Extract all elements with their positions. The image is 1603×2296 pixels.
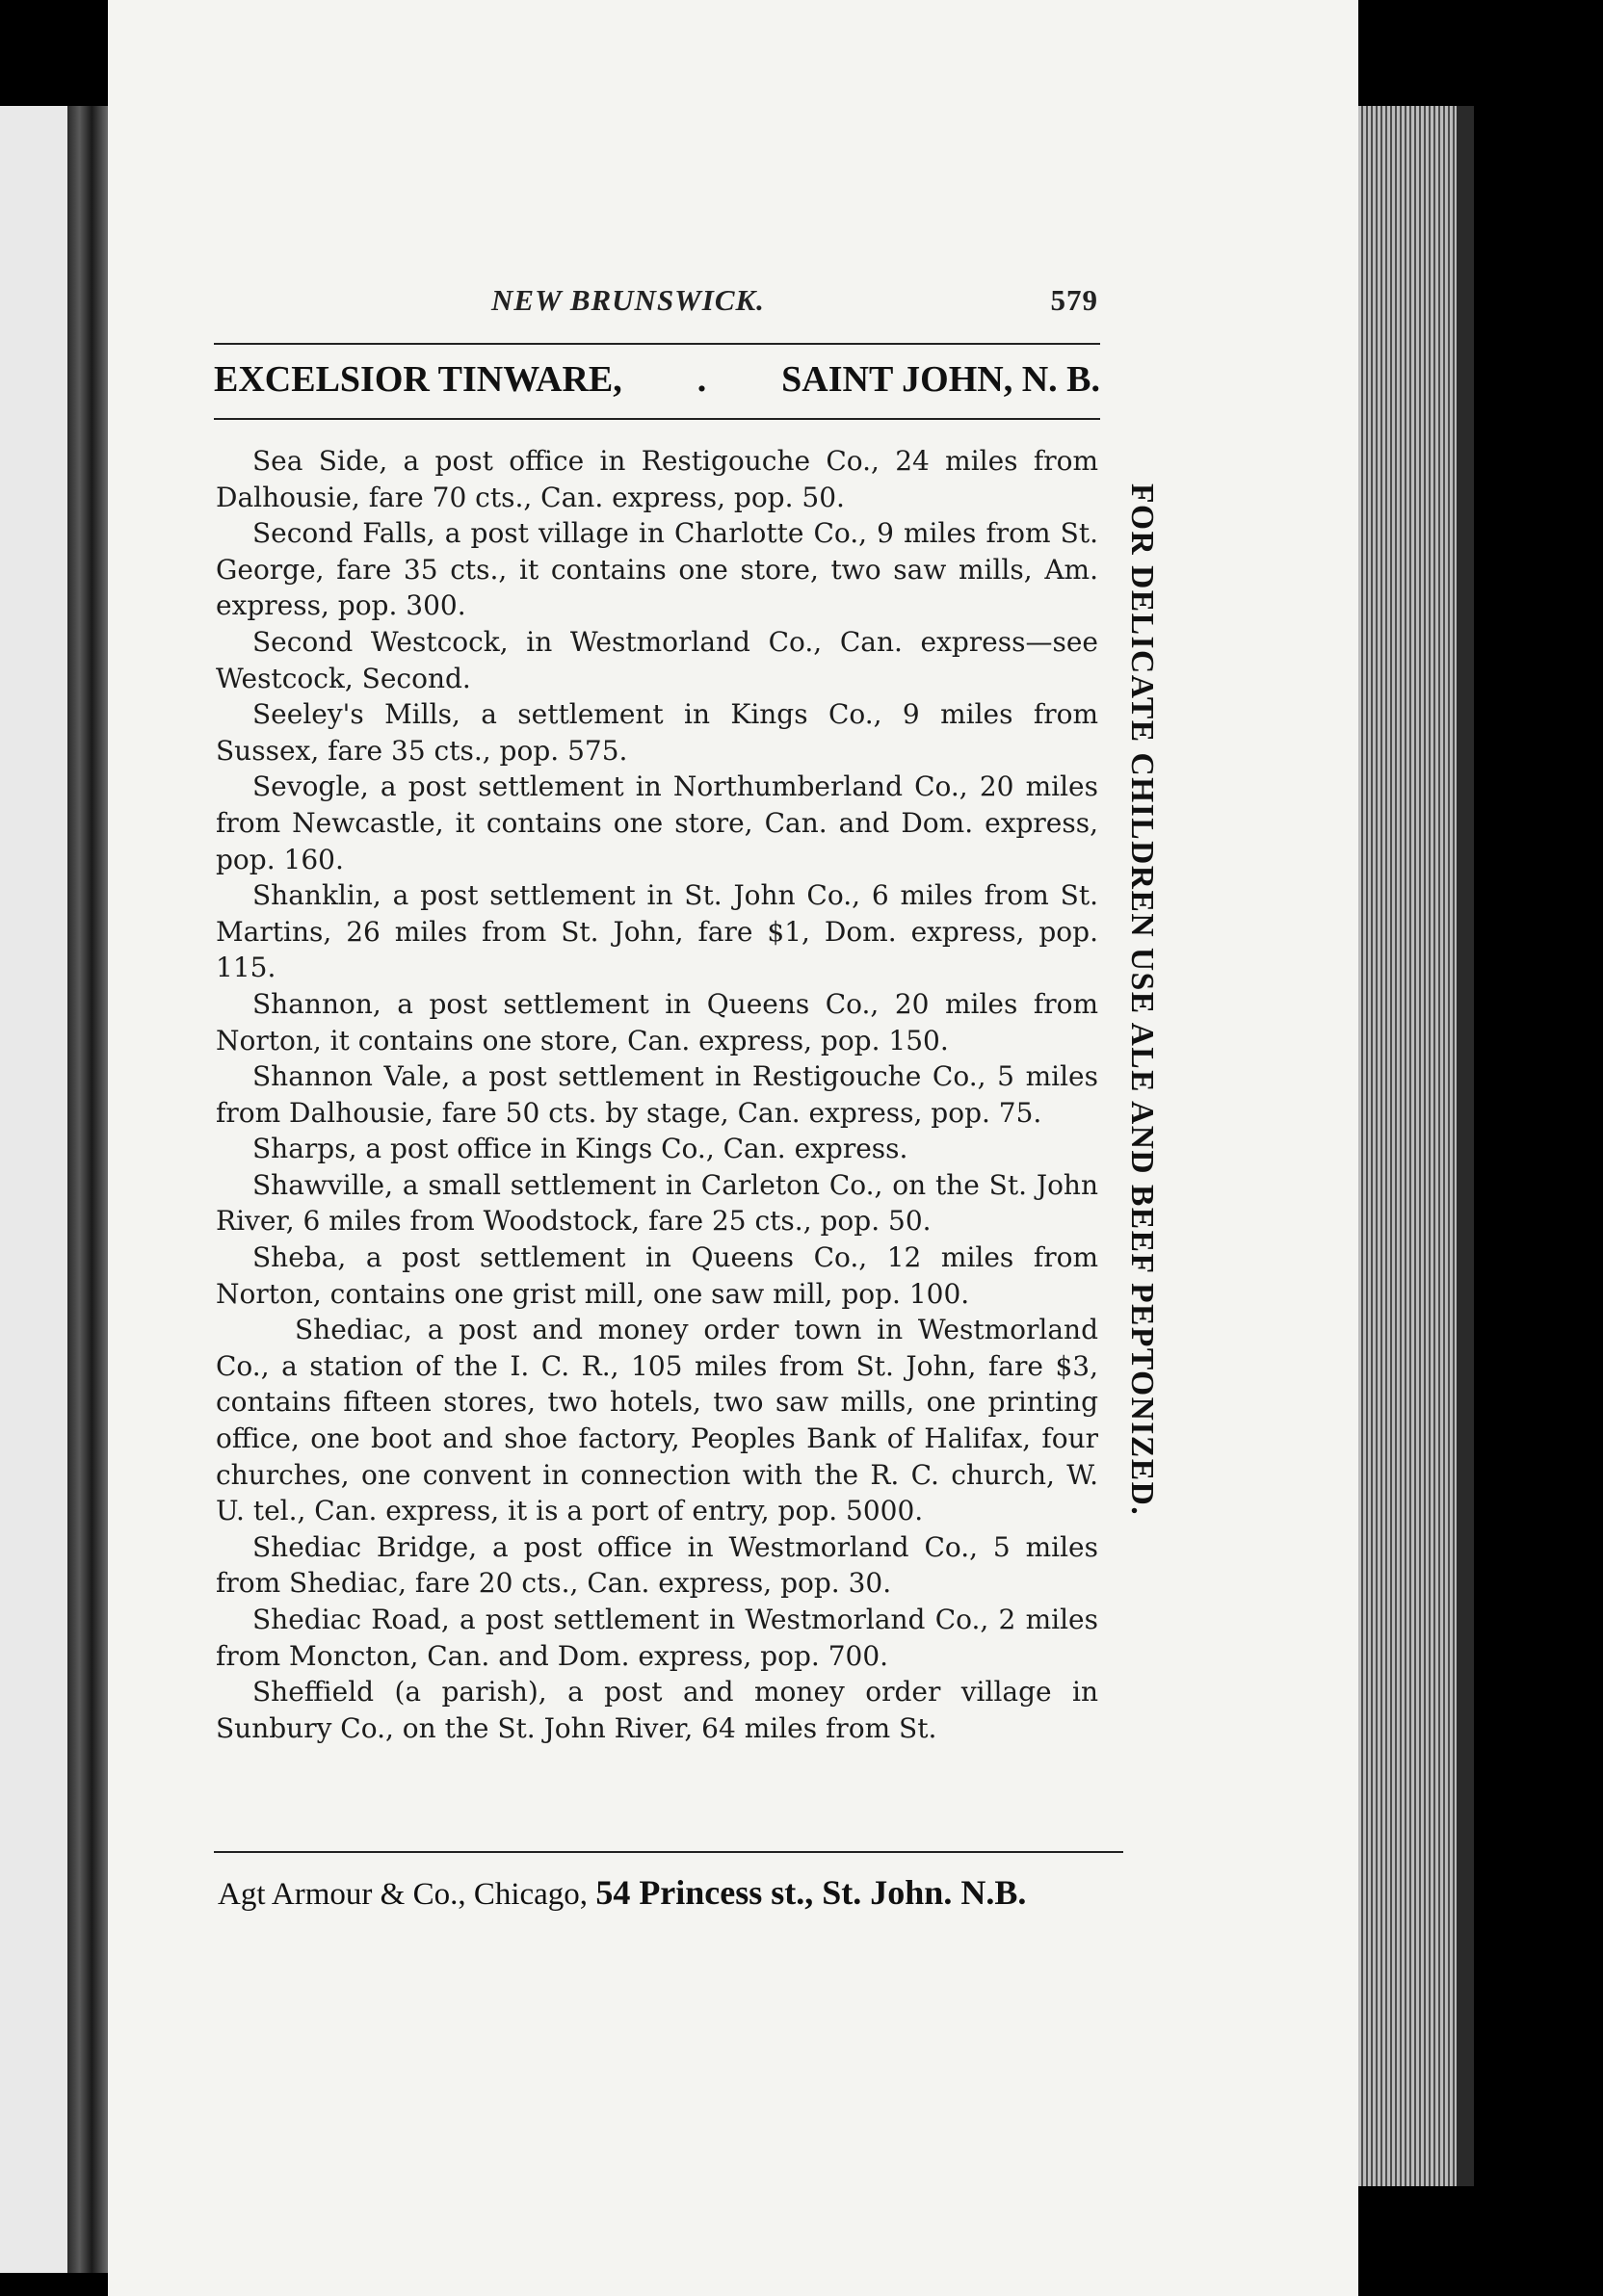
entry-sheffield: Sheffield (a parish), a post and money order village in Sunbury Co., on the St. John River, 64 miles from St. [216, 1676, 1098, 1744]
entry-shawville: Shawville, a small settlement in Carleton Co., on the St. John River, 6 miles from Woodstock, fare 25 cts., pop. 50. [216, 1168, 1098, 1238]
entry-seeleys-mills: Seeley's Mills, a settlement in Kings Co., 9 miles from Sussex, fare 35 cts., pop. 575. [216, 698, 1098, 767]
top-advertisement [214, 358, 1100, 408]
bottom-ad-address: 54 Princess st., St. John. N.B. [595, 1873, 1027, 1912]
entry-sharps: Sharps, a post office in Kings Co., Can. express. [252, 1133, 908, 1165]
bottom-advertisement [218, 1872, 1123, 1913]
footer-rule [214, 1851, 1123, 1853]
entry-shannon: Shannon, a post settlement in Queens Co., 20 miles from Norton, it contains one store, Can. express, pop. 150. [216, 987, 1098, 1057]
entry-sevogle: Sevogle, a post settlement in Northumberland Co., 20 miles from Newcastle, it contains one store, Can. and Dom. express, pop. 160. [216, 770, 1098, 875]
entry-second-falls: Second Falls, a post village in Charlotte Co., 9 miles from St. George, fare 35 cts., it contains one store, two saw mills, Am. express, pop. 300. [216, 517, 1098, 622]
page-edges-shadow [1457, 106, 1474, 2186]
entry-sea-side: Sea Side, a post office in Restigouche Co., 24 miles from Dalhousie, fare 70 cts., Can. express, pop. 50. [216, 445, 1098, 513]
top-ad-dot: . [696, 359, 707, 400]
book-gutter [67, 106, 108, 2273]
header-rule-2 [214, 418, 1100, 420]
facing-page [0, 106, 67, 2273]
page-number: 579 [1050, 283, 1098, 317]
gazetteer-entries [216, 443, 1098, 1746]
top-ad-right: SAINT JOHN, N. B. [781, 359, 1100, 400]
header-rule-1 [214, 343, 1100, 345]
entry-shanklin: Shanklin, a post settlement in St. John Co., 6 miles from St. Martins, 26 miles from St. John, fare $1, Dom. express, pop. 115. [216, 879, 1098, 984]
entry-shediac: Shediac, a post and money order town in Westmorland Co., a station of the I. C. R., 105 miles from St. John, fare $3, contains fifteen stores, two hotels, two saw mills, one printing office, one boot and shoe factory, Peoples Bank of Halifax, four churches, one convent in connection with the R. C. church, W. U. tel., Can. express, it is a port of entry, pop. 5000. [216, 1314, 1098, 1527]
entry-second-westcock: Second Westcock, in Westmorland Co., Can. express—see Westcock, Second. [216, 625, 1098, 694]
entry-shediac-bridge: Shediac Bridge, a post office in Westmorland Co., 5 miles from Shediac, fare 20 cts., Can. express, pop. 30. [216, 1530, 1098, 1600]
bottom-ad-agent: Agt Armour & Co., Chicago, [218, 1877, 589, 1912]
entry-sheba: Sheba, a post settlement in Queens Co., 12 miles from Norton, contains one grist mill, one saw mill, pop. 100. [216, 1241, 1098, 1310]
running-head-title: NEW BRUNSWICK. [491, 283, 765, 317]
entry-shannon-vale: Shannon Vale, a post settlement in Restigouche Co., 5 miles from Dalhousie, fare 50 cts. by stage, Can. express, pop. 75. [216, 1060, 1098, 1129]
side-advertisement: FOR DELICATE CHILDREN USE ALE AND BEEF PEPTONIZED. [1124, 483, 1160, 1517]
entry-shediac-road: Shediac Road, a post settlement in Westmorland Co., 2 miles from Moncton, Can. and Dom. express, pop. 700. [216, 1604, 1098, 1672]
page-edges [1358, 106, 1457, 2186]
running-head [385, 283, 1098, 322]
top-ad-left: EXCELSIOR TINWARE, [214, 359, 622, 400]
